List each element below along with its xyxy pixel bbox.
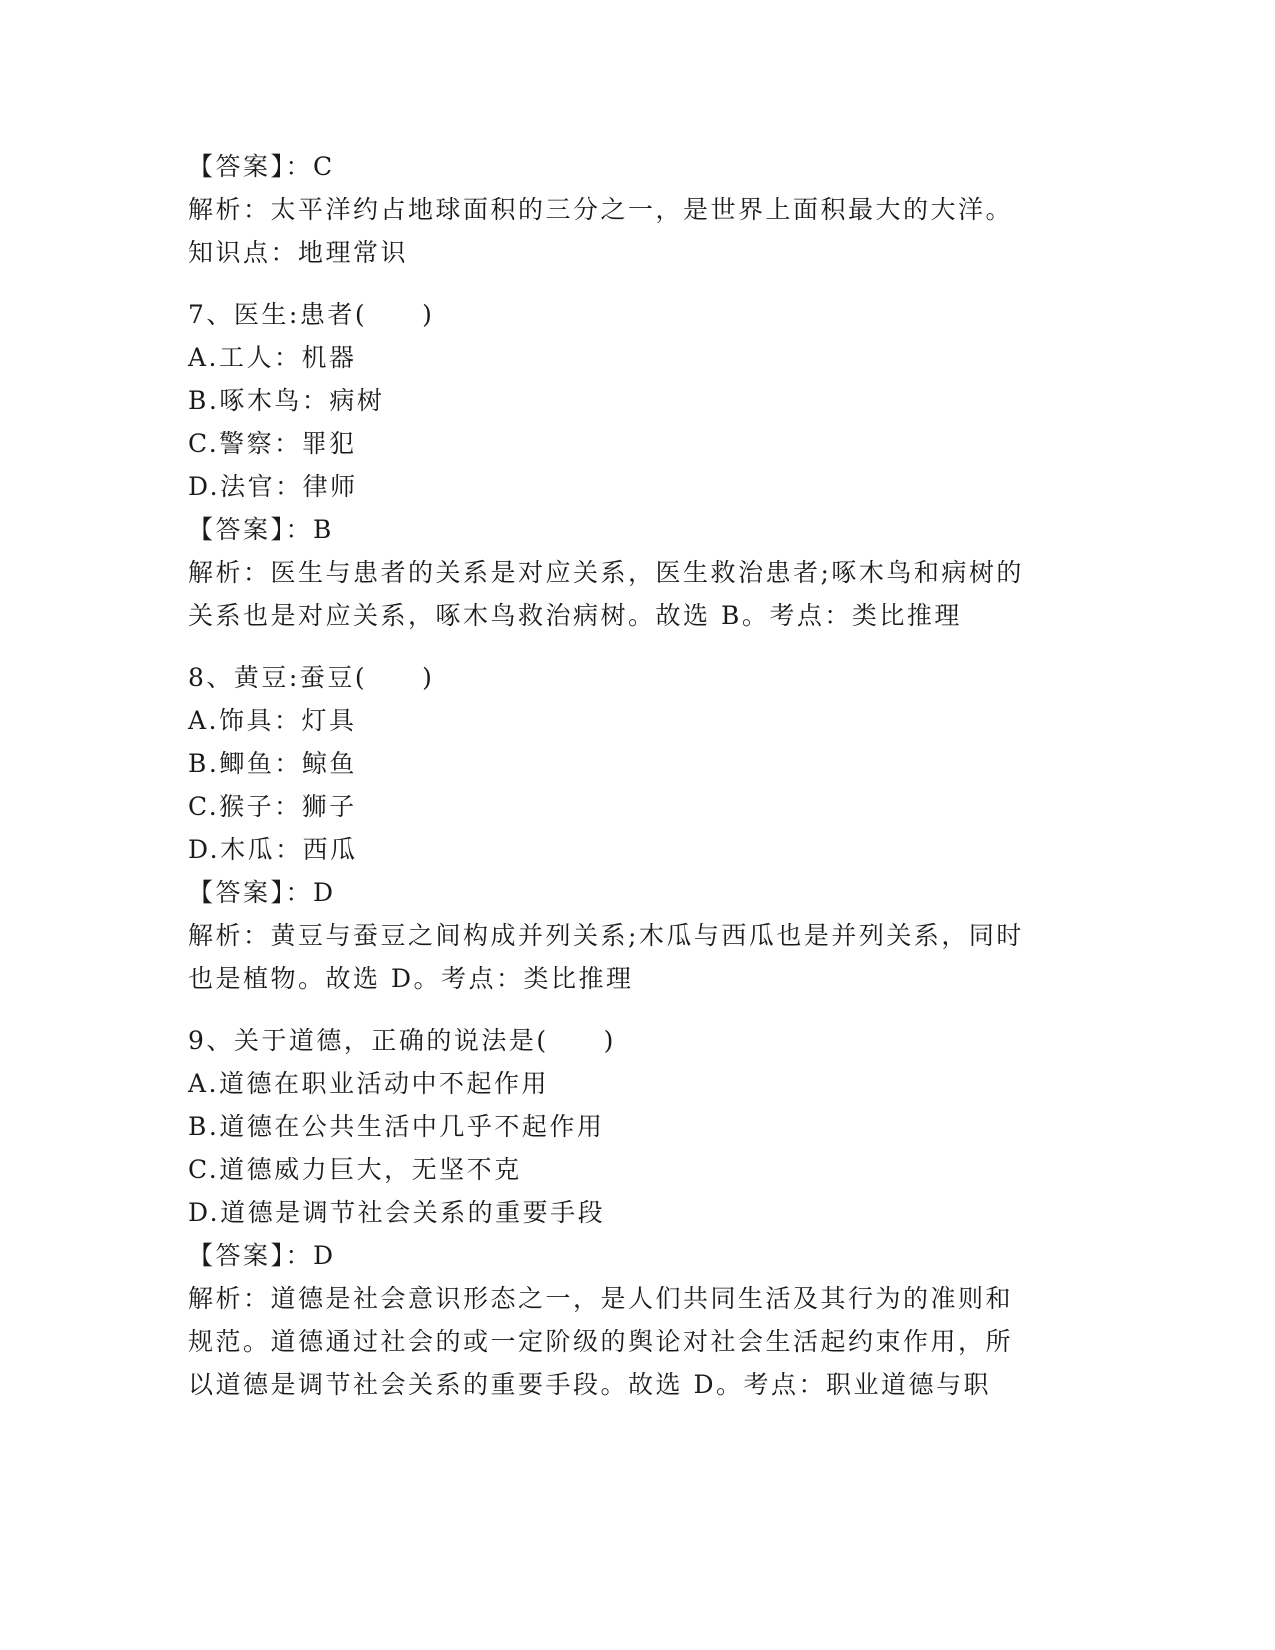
analysis-line: 规范。道德通过社会的或一定阶级的舆论对社会生活起约束作用，所 <box>188 1327 1014 1356</box>
option-c: C.道德威力巨大，无坚不克 <box>188 1155 522 1184</box>
question-stem: 7、医生:患者( ) <box>188 300 435 329</box>
question-7 <box>188 293 1088 637</box>
answer-line: 【答案】：B <box>188 515 334 544</box>
option-b: B.啄木鸟：病树 <box>188 386 385 415</box>
analysis-line: 解析：道德是社会意识形态之一，是人们共同生活及其行为的准则和 <box>188 1284 1014 1313</box>
option-b: B.鲫鱼：鲸鱼 <box>188 749 357 778</box>
analysis-line: 以道德是调节社会关系的重要手段。故选 D。考点：职业道德与职 <box>188 1370 991 1399</box>
page-content <box>188 145 1088 1406</box>
question-stem: 8、黄豆:蚕豆( ) <box>188 663 435 692</box>
option-d: D.道德是调节社会关系的重要手段 <box>188 1198 606 1227</box>
option-b: B.道德在公共生活中几乎不起作用 <box>188 1112 605 1141</box>
answer-line: 【答案】：D <box>188 878 336 907</box>
option-d: D.法官：律师 <box>188 472 358 501</box>
option-a: A.工人：机器 <box>188 343 357 372</box>
option-c: C.警察：罪犯 <box>188 429 357 458</box>
option-c: C.猴子：狮子 <box>188 792 357 821</box>
question-stem: 9、关于道德，正确的说法是( ) <box>188 1026 616 1055</box>
analysis-line: 解析：太平洋约占地球面积的三分之一，是世界上面积最大的大洋。 <box>188 195 1014 224</box>
answer-line: 【答案】：D <box>188 1241 336 1270</box>
question-8 <box>188 656 1088 1000</box>
prev-question-tail <box>188 145 1088 274</box>
analysis-line: 也是植物。故选 D。考点：类比推理 <box>188 964 634 993</box>
analysis-line: 解析：医生与患者的关系是对应关系，医生救治患者;啄木鸟和病树的 <box>188 558 1024 587</box>
question-9 <box>188 1019 1088 1406</box>
analysis-line: 关系也是对应关系，啄木鸟救治病树。故选 B。考点：类比推理 <box>188 601 962 630</box>
knowledge-line: 知识点：地理常识 <box>188 238 409 267</box>
option-a: A.饰具：灯具 <box>188 706 357 735</box>
option-a: A.道德在职业活动中不起作用 <box>188 1069 550 1098</box>
analysis-line: 解析：黄豆与蚕豆之间构成并列关系;木瓜与西瓜也是并列关系，同时 <box>188 921 1024 950</box>
option-d: D.木瓜：西瓜 <box>188 835 358 864</box>
answer-line: 【答案】：C <box>188 152 335 181</box>
